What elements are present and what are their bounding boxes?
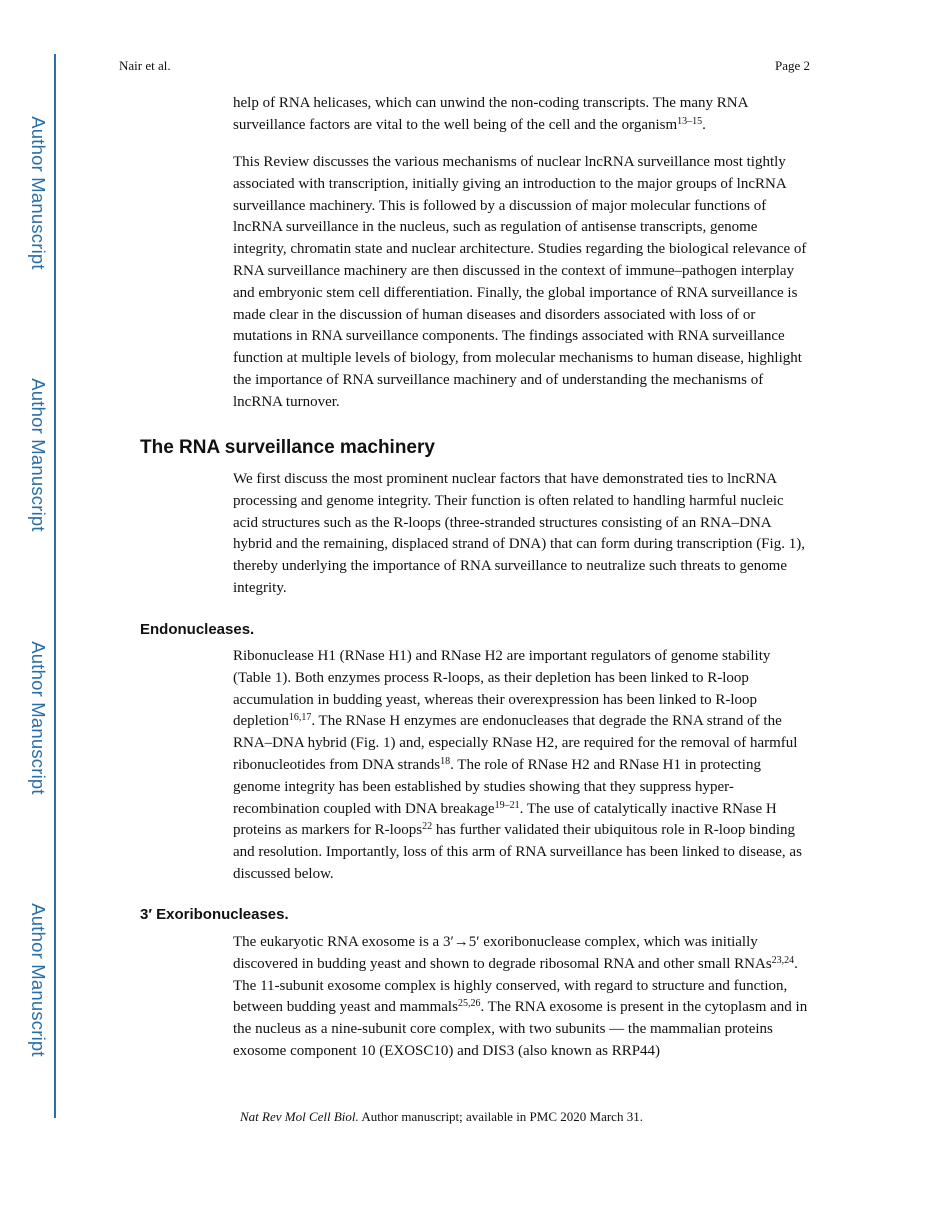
citation[interactable]: 25,26	[457, 998, 481, 1010]
section-title: The RNA surveillance machinery	[140, 437, 435, 458]
citation[interactable]: 19–21	[494, 799, 520, 811]
paragraph-exoribonucleases: The eukaryotic RNA exosome is a 3′→5′ exoribonuclease complex, which was initially discovered in budding yeast and shown to degrade ribosomal RNA and other small RNAs$^{23,24}$. The 11-subunit exosome complex is highly conserved, with regard to structure and function, between budding yeast and mammals$^{25,26}$. The RNA exosome is present in the cytoplasm and in the nucleus as a nine-subunit core complex, with two subunits — the mammalian proteins exosome component 10 (EXOSC10) and DIS3 (also known as RRP44)	[233, 934, 808, 1059]
paragraph-review-overview: This Review discusses the various mechanisms of nuclear lncRNA surveillance most tightly associated with transcription, initially giving an introduction to the major groups of lncRNA surveillance machinery. This is followed by a discussion of major molecular functions of lncRNA surveillance in the nucleus, such as regulation of antisense transcripts, genome integrity, chromatin state and nuclear architecture. Studies regarding the biological relevance of RNA surveillance machinery are then discussed in the context of immune–pathogen interplay and embryonic stem cell differentiation. Finally, the global importance of RNA surveillance is made clear in the discussion of human diseases and disorders associated with loss of or mutations in RNA surveillance components. The findings associated with RNA surveillance function at multiple levels of biology, from molecular mechanisms to human disease, highlight the importance of RNA surveillance machinery and of understanding the mechanisms of lncRNA turnover.	[233, 154, 807, 410]
citation[interactable]: 13–15	[677, 115, 703, 127]
citation[interactable]: 18	[440, 755, 451, 767]
paragraph-endonucleases: Ribonuclease H1 (RNase H1) and RNase H2 are important regulators of genome stability (Table 1). Both enzymes process R-loops, as their depletion has been linked to R-loop accumulation in budding yeast, whereas their overexpression has been linked to R-loop depletion$^{16,17}$. The RNase H enzymes are endonucleases that degrade the RNA strand of the RNA–DNA hybrid (Fig. 1) and, especially RNase H2, are required for the removal of harmful ribonucleotides from DNA strands$^{18}$. The role of RNase H2 and RNase H1 in protecting genome integrity has been established by studies showing that they suppress hyper-recombination coupled with DNA breakage$^{19-21}$. The use of catalytically inactive RNase H proteins as markers for R-loops$^{22}$ has further validated their ubiquitous role in R-loop binding and resolution. Importantly, loss of this arm of RNA surveillance has been linked to disease, as discussed below.	[233, 648, 802, 882]
sidebar-rule	[54, 54, 56, 1118]
citation[interactable]: 22	[422, 821, 433, 833]
paragraph-helicases: help of RNA helicases, which can unwind the non-coding transcripts. The many RNA surveillance factors are vital to the well being of the cell and the organism$^{13-15}$.	[233, 95, 748, 133]
subsection-title-endonucleases: Endonucleases.	[140, 621, 255, 638]
citation[interactable]: 23,24	[771, 954, 795, 966]
subsection-title-exoribonucleases: 3′ Exoribonucleases.	[140, 906, 289, 923]
citation[interactable]: 16,17	[288, 712, 312, 724]
footer-citation: Nat Rev Mol Cell Biol. Author manuscript; available in PMC 2020 March 31.	[240, 1109, 643, 1124]
journal-name: Nat Rev Mol Cell Biol.	[240, 1109, 359, 1124]
paragraph-machinery-intro: We first discuss the most prominent nuclear factors that have demonstrated ties to lncRNA processing and genome integrity. Their function is often related to handling harmful nucleic acid structures such as the R-loops (three-stranded structures consisting of an RNA–DNA hybrid and the remaining, displaced strand of DNA) that can form during transcription (Fig. 1), thereby underlying the importance of RNA surveillance to neutralize such threats to genome integrity.	[233, 471, 805, 596]
running-head-authors: Nair et al.	[119, 58, 171, 73]
running-head-page: Page 2	[774, 58, 810, 73]
